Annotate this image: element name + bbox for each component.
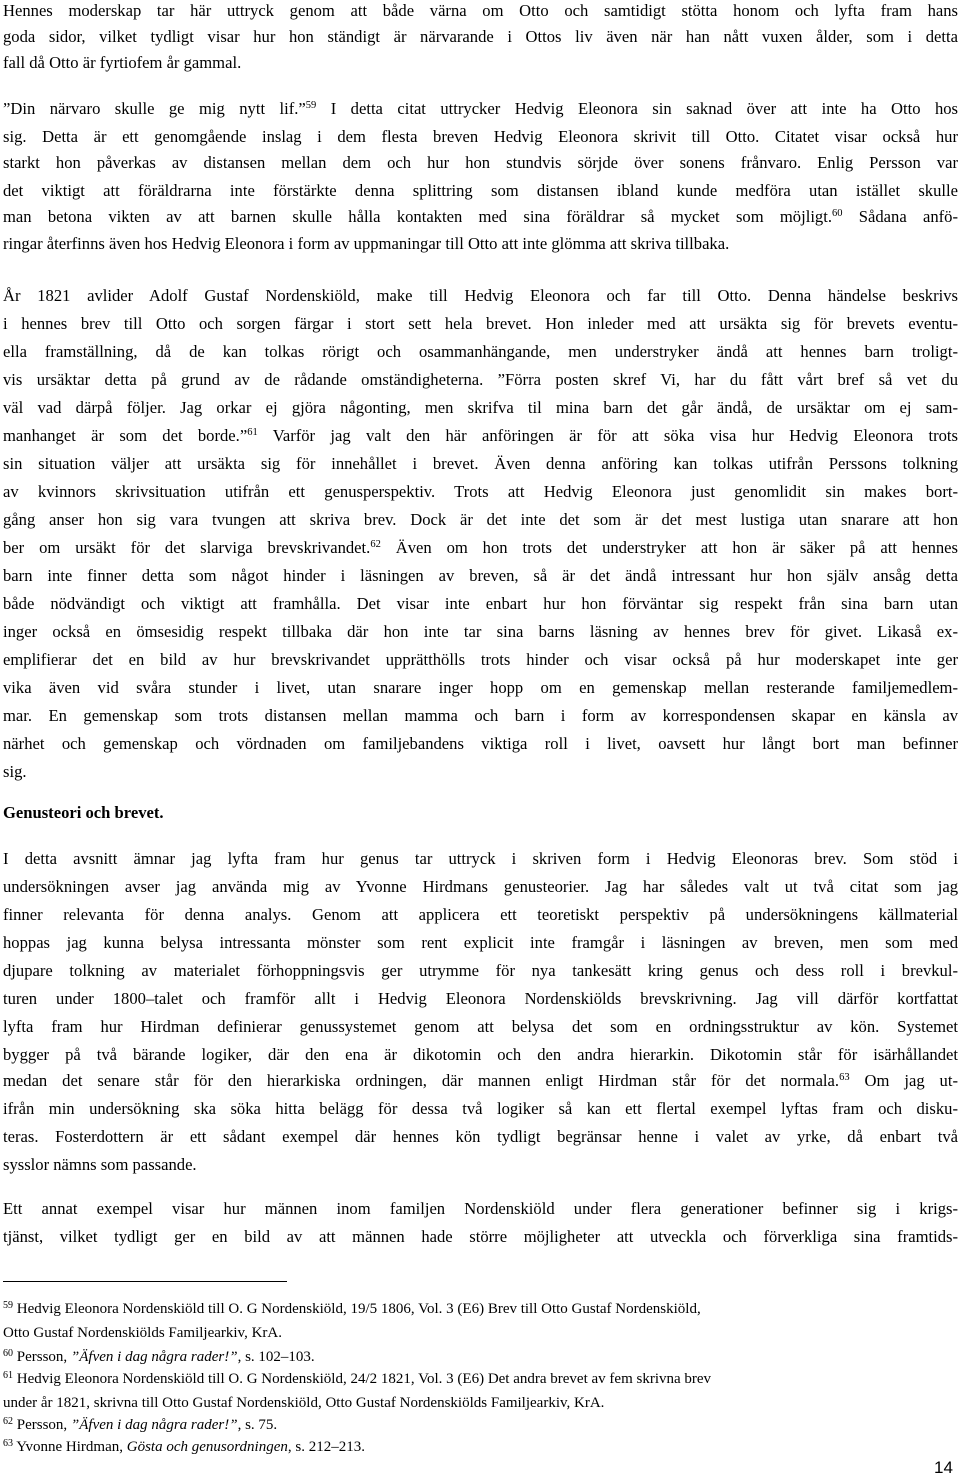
page-number: 14 [934,1458,953,1477]
footnote-marker: 59 [3,1300,13,1311]
body-text-line: starkt hon påverkas av distansen mellan dem och hur hon stundvis sörjde över sonens frånvaro. Enlig Persson var [3,153,958,172]
text-run: ber om ursäkt för det slarviga brevskrivandet. [3,538,371,557]
body-text-line: lyfta fram hur Hirdman definierar genussystemet genom att belysa det som en ordningsstruktur av kön. Systemet [3,1017,958,1036]
body-text-line: sig. [3,762,27,781]
body-text-line: Ett annat exempel visar hur männen inom familjen Nordenskiöld under flera generationer befinner sig i krigs- [3,1199,958,1218]
footnote-line [3,1346,315,1368]
body-text-line: bygger på två bärande logiker, där den ena är dikotomin och den andra hierarkin. Dikotomin står för isärhållandet [3,1045,958,1064]
body-text-line: gång anser hon sig vara tvungen att skriva brev. Dock är det inte det som är det mest lustiga utan snarare att hon [3,510,958,529]
body-text-line: ringar återfinns även hos Hedvig Eleonora i form av uppmaningar till Otto att inte glömma att skriva tillbaka. [3,234,730,253]
body-text-line: sig. Detta är ett genomgående inslag i dem flesta breven Hedvig Eleonora skrivit till Otto. Citatet visar också hur [3,127,958,146]
body-text-line: djupare tolkning av materialet förhoppningsvis ger utrymme för nya tankesätt kring genus och dess roll i brevkul- [3,961,958,980]
text-run: man betona vikten av att barnen skulle hålla kontakten med sina föräldrar så mycket som möjligt. [3,207,832,226]
body-text-line: det viktigt att föräldrarna inte förstärkte denna splittring som distansen ibland kunde medföra utan istället skulle [3,181,958,200]
footnote-marker: 63 [3,1438,13,1449]
body-text-line: hoppas jag kunna belysa intressanta mönster som rent explicit inte framgår i läsningen av breven, men som med [3,933,958,952]
body-text-line [3,425,958,447]
body-text-line [3,1070,958,1092]
text-run: under år 1821, skrivna till Otto Gustaf Nordenskiöld, Otto Gustaf Nordenskiölds Familjearkiv, KrA. [3,1395,605,1411]
text-run: ”Äfven i dag några rader!” [70,1349,238,1365]
footnote-marker: 61 [247,427,258,438]
body-text-line [3,537,958,559]
footnote-line [3,1298,701,1320]
footnote-separator [3,1281,287,1282]
body-text-line: inger också en ömsesidig respekt tillbaka där hon inte tar sina barns läsning av hennes brev för givet. Likaså ex- [3,622,958,641]
text-run: , s. 212–213. [287,1439,365,1455]
body-text-line: väl vad därpå följer. Jag orkar ej gjöra någonting, men skrifva til mina barn det går ändå, de ursäktar om ej sam- [3,398,958,417]
footnote-line [3,1368,711,1390]
text-run: Hedvig Eleonora Nordenskiöld till O. G Nordenskiöld, 24/2 1821, Vol. 3 (E6) Det andra brevet av fem skrivna brev [13,1371,712,1387]
text-run: ”Äfven i dag några rader!” [70,1417,238,1433]
text-run: Även om hon trots det understryker att hon är säker på att hennes [380,538,958,557]
text-run: I detta citat uttrycker Hedvig Eleonora sin saknad över att inte ha Otto hos [316,99,958,118]
text-run: Hedvig Eleonora Nordenskiöld till O. G Nordenskiöld, 19/5 1806, Vol. 3 (E6) Brev till Otto Gustaf Nordenskiöld, [13,1301,701,1317]
body-text-line: vis ursäktar detta på grund av de rådande omständigheterna. ”Förra posten skref Vi, har du fått vårt bref så vet du [3,370,958,389]
body-text-line: i hennes brev till Otto och sorgen färgar i stort sett hela brevet. Hon inleder med att ursäkta sig för brevets eventu- [3,314,958,333]
body-text-line: vika även vid svåra stunder i livet, utan snarare inger hopp om en gemenskap mellan resterande familjemedlem- [3,678,958,697]
footnote-line [3,1392,604,1414]
text-run: Persson, [13,1349,71,1365]
footnote-line [3,1436,365,1458]
body-text-line: sin situation väljer att ursäkta sig för innehållet i brevet. Även denna anföring kan tolkas utifrån Perssons tolkning [3,454,958,473]
body-text-line: Hennes moderskap tar här uttryck genom att både värna om Otto och samtidigt stötta honom och lyfta fram hans [3,1,958,20]
text-run: Persson, [13,1417,71,1433]
body-text-line: I detta avsnitt ämnar jag lyfta fram hur genus tar uttryck i skriven form i Hedvig Eleonoras brev. Som stöd i [3,849,958,868]
body-text-line: År 1821 avlider Adolf Gustaf Nordenskiöld, make till Hedvig Eleonora och far till Otto. Denna händelse beskrivs [3,286,958,305]
body-text-line: tjänst, vilket tydligt ger en bild av att männen hade större möjligheter att utveckla och förverkliga sina framtids- [3,1227,958,1246]
text-run: Om jag ut- [849,1071,958,1090]
body-text-line: av kvinnors skrivsituation utifrån ett genusperspektiv. Trots att Hedvig Eleonora just genomlidit sin makes bort- [3,482,958,501]
body-text-line: ifrån min undersökning ska söka hitta belägg för dessa två logiker så kan ett flertal exempel lyftas fram och disku- [3,1099,958,1118]
text-run: Sådana anfö- [842,207,958,226]
body-text-line: goda sidor, vilket tydligt visar hur hon ständigt är närvarande i Ottos liv även när han nått vuxen ålder, som i detta [3,27,958,46]
text-run: manhanget är som det borde.” [3,426,248,445]
footnote-marker: 59 [305,100,317,111]
text-run: Gösta och genusordningen [126,1439,288,1455]
footnote-marker: 60 [3,1348,13,1359]
section-heading: Genusteori och brevet. [3,803,164,822]
body-text-line: mar. En gemenskap som trots distansen mellan mamma och barn i form av korrespondensen skapar en känsla av [3,706,958,725]
text-run: Otto Gustaf Nordenskiölds Familjearkiv, KrA. [3,1325,282,1341]
footnote-marker: 62 [370,539,381,550]
text-run: Yvonne Hirdman, [13,1439,127,1455]
text-run: ”Din närvaro skulle ge mig nytt lif.” [3,99,306,118]
body-text-line: turen under 1800–talet och framför allt i Hedvig Eleonora Nordenskiölds brevskrivning. Jag vill därför kortfattat [3,989,958,1008]
body-text-line: ella framställning, då de kan tolkas rörigt och osammanhängande, men understryker ändå att hennes barn troligt- [3,342,958,361]
text-run: , s. 75. [237,1417,278,1433]
body-text-line: både nödvändigt och viktigt att framhålla. Det visar inte enbart hur hon förväntar sig respekt från sina barn utan [3,594,958,613]
body-text-line: undersökningen avser jag använda mig av Yvonne Hirdmans genusteorier. Jag har således valt ut två citat som jag [3,877,958,896]
footnote-line [3,1414,277,1436]
body-text-line: barn inte finner detta som något hinder i läsningen av breven, så är det ändå intressant hur hon själv ansåg detta [3,566,958,585]
text-run: Varför jag valt den här anföringen är för att söka visa hur Hedvig Eleonora trots [257,426,959,445]
footnote-marker: 63 [839,1072,850,1083]
body-text-line: fall då Otto är fyrtiofem år gammal. [3,53,242,72]
footnote-marker: 61 [3,1370,13,1381]
body-text-line: sysslor nämns som passande. [3,1155,197,1174]
body-text-line: emplifierar det en bild av hur brevskrivandet upprätthölls trots hinder och visar också på hur moderskapet inte ger [3,650,958,669]
footnote-line [3,1322,282,1344]
body-text-line: närhet och gemenskap och vördnaden om familjebandens viktiga roll i livet, oavsett hur långt bort man befinner [3,734,958,753]
body-text-line: finner relevanta för denna analys. Genom att applicera ett teoretiskt perspektiv på undersökningens källmaterial [3,905,958,924]
text-run: , s. 102–103. [237,1349,315,1365]
body-text-line: teras. Fosterdottern är ett sådant exempel där hennes kön tydligt begränsar henne i valet av yrke, då enbart två [3,1127,958,1146]
body-text-line [3,98,958,120]
body-text-line [3,206,958,228]
text-run: medan det senare står för den hierarkiska ordningen, där mannen enligt Hirdman står för det normala. [3,1071,840,1090]
footnote-marker: 62 [3,1416,13,1427]
footnote-marker: 60 [831,208,843,219]
